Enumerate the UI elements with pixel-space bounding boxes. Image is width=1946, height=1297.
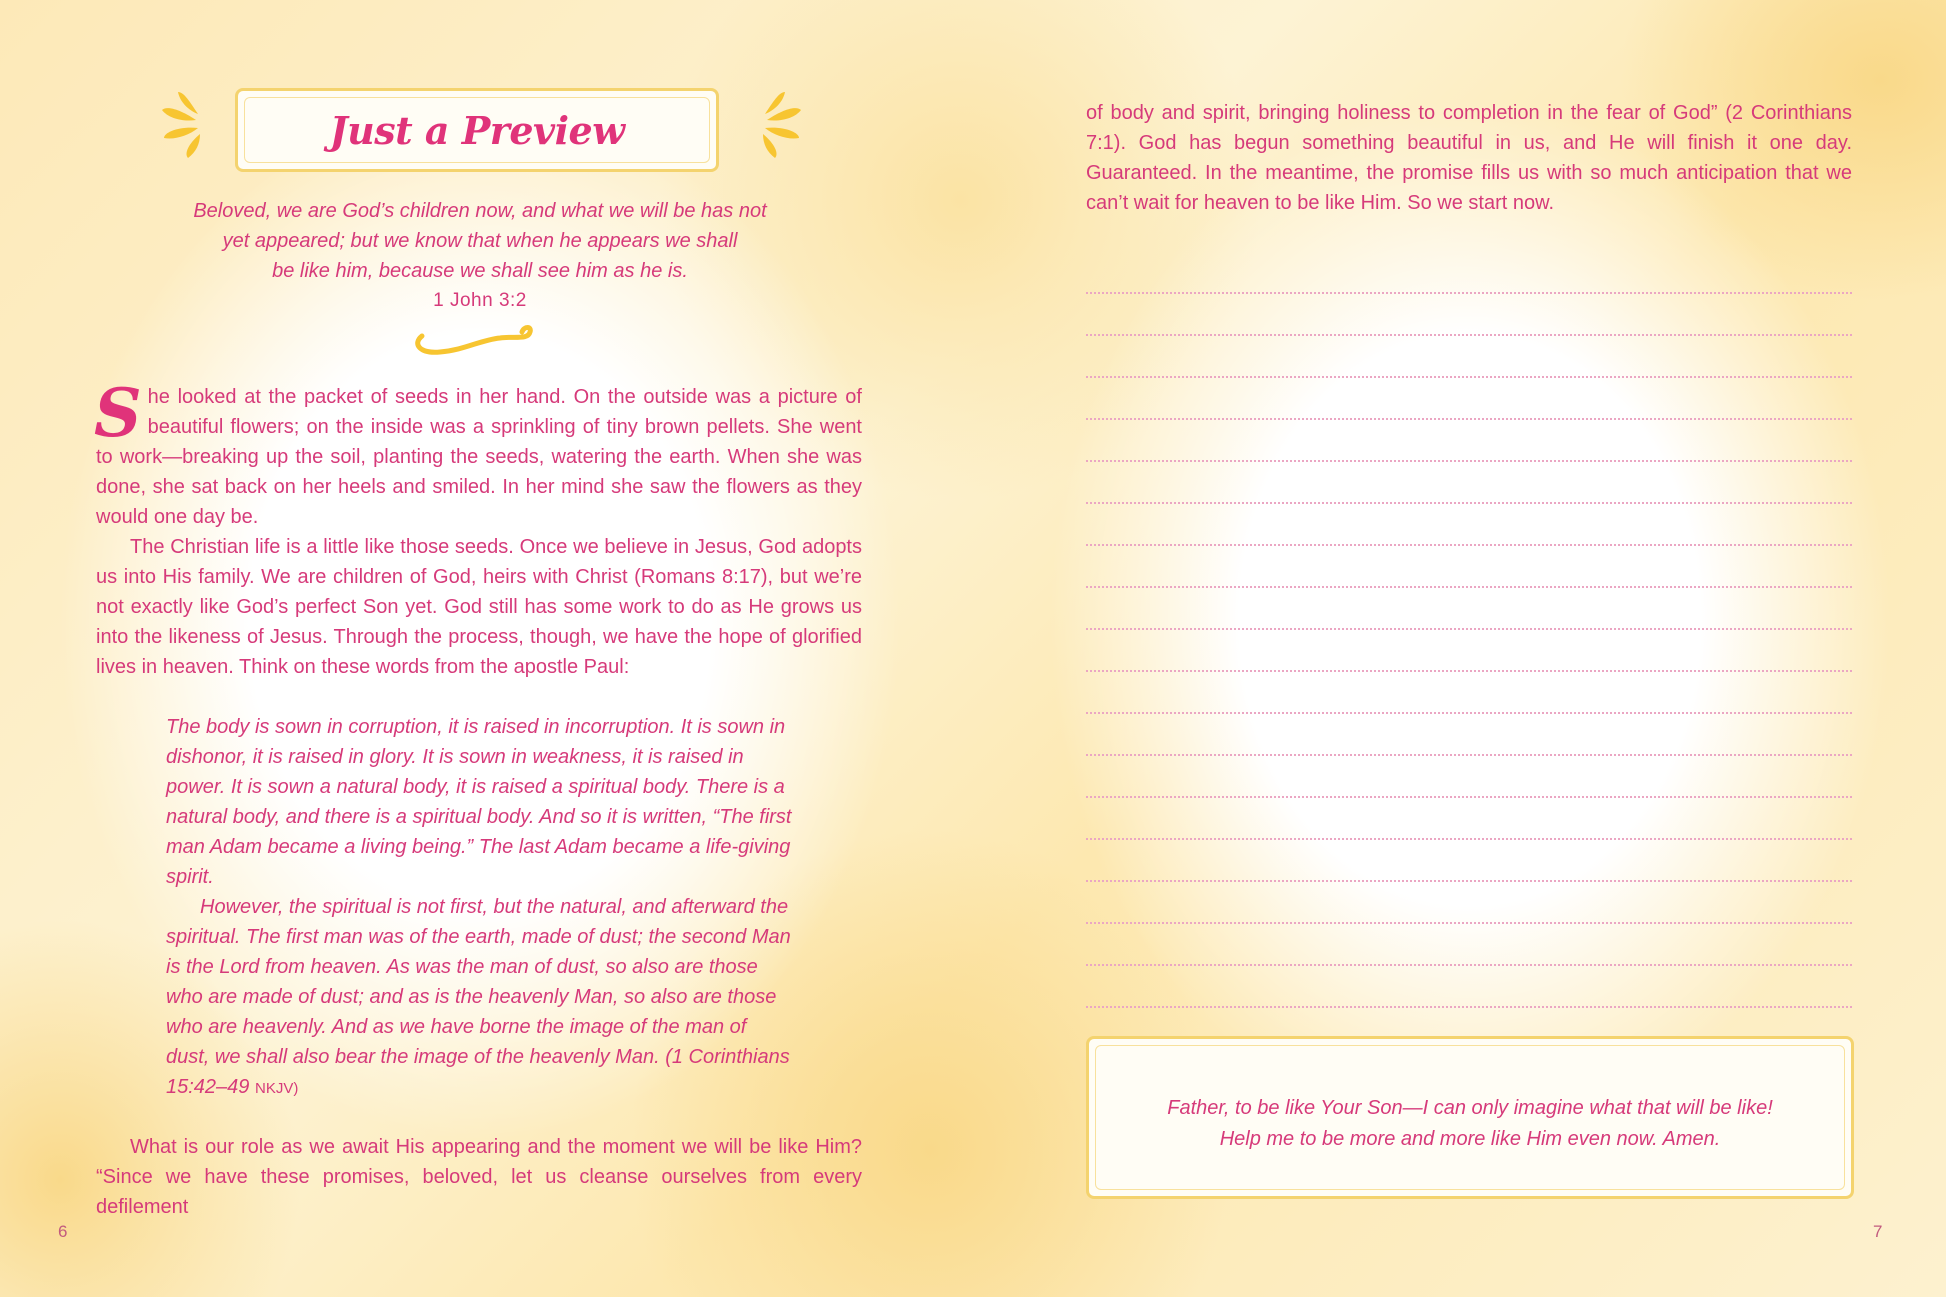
- journal-line[interactable]: [1086, 504, 1852, 546]
- journal-line[interactable]: [1086, 294, 1852, 336]
- page-title: Just a Preview: [329, 107, 625, 153]
- journal-line[interactable]: [1086, 840, 1852, 882]
- sunburst-left-icon: [158, 90, 218, 160]
- paragraph-1-text: he looked at the packet of seeds in her hand. On the outside was a picture of beautiful flowers; on the inside was a sprinkling of tiny brown pellets. She went to work—breaking up the soil, planting the seeds, watering the earth. When she was done, she sat back on her heels and smiled. In her mind she saw the flowers as they would one day be.: [96, 386, 862, 528]
- quote-version: NKJV): [254, 1080, 299, 1097]
- journal-line[interactable]: [1086, 882, 1852, 924]
- sunburst-right-icon: [745, 90, 805, 160]
- journal-line[interactable]: [1086, 756, 1852, 798]
- continuation-text: of body and spirit, bringing holiness to completion in the fear of God” (2 Corinthians 7:1). God has begun something beautiful in us, and He will finish it one day. Guaranteed. In the meantime, the promise fills us with so much anticipation that we can’t wait for heaven to be like Him. So we start now.: [1086, 102, 1852, 214]
- journal-line[interactable]: [1086, 252, 1852, 294]
- epigraph: [170, 196, 790, 316]
- prayer-line: Help me to be more and more like Him even now. Amen.: [1219, 1127, 1721, 1150]
- journal-line[interactable]: [1086, 420, 1852, 462]
- title-banner: [235, 88, 719, 172]
- paragraph-1: [94, 374, 862, 532]
- epigraph-reference: 1 John 3:2: [433, 290, 527, 311]
- block-quote: [166, 712, 792, 1104]
- page-number-right: 7: [1873, 1222, 1883, 1241]
- quote-paragraph-2-text: However, the spiritual is not first, but the natural, and afterward the spiritual. The first man was of the earth, made of dust; the second Man is the Lord from heaven. As was the man of dust, so also are those who are made of dust; and as is the heavenly Man, so also are those who are heavenly. And as we have borne the image of the man of dust, we shall also bear the image of the heavenly Man.: [166, 896, 791, 1068]
- epigraph-line: be like him, because we shall see him as he is.: [272, 260, 688, 282]
- prayer-line: Father, to be like Your Son—I can only imagine what that will be like!: [1167, 1096, 1773, 1119]
- journal-line[interactable]: [1086, 966, 1852, 1008]
- epigraph-line: yet appeared; but we know that when he appears we shall: [222, 230, 738, 252]
- journal-line[interactable]: [1086, 630, 1852, 672]
- epigraph-line: Beloved, we are God’s children now, and what we will be has not: [193, 200, 767, 222]
- journal-line[interactable]: [1086, 672, 1852, 714]
- prayer-text: [1167, 1093, 1773, 1155]
- journal-line[interactable]: [1086, 336, 1852, 378]
- body-text: [94, 374, 862, 682]
- journal-line[interactable]: [1086, 462, 1852, 504]
- journal-line[interactable]: [1086, 798, 1852, 840]
- paragraph-3: What is our role as we await His appearing and the moment we will be like Him? “Since we have these promises, beloved, let us cleanse ourselves from every defilement: [96, 1136, 862, 1218]
- quote-paragraph-2: [166, 892, 792, 1104]
- quote-paragraph-1: The body is sown in corruption, it is raised in incorruption. It is sown in dishonor, it is raised in glory. It is sown in weakness, it is raised in power. It is sown a natural body, it is raised a spiritual body. There is a natural body, and there is a spiritual body. And so it is written, “The first man Adam became a living being.” The last Adam became a life-giving spirit.: [166, 716, 792, 888]
- journal-line[interactable]: [1086, 588, 1852, 630]
- squiggle-divider-icon: [410, 322, 540, 358]
- prayer-box: [1086, 1036, 1854, 1199]
- journal-line[interactable]: [1086, 378, 1852, 420]
- journal-lines: [1086, 252, 1852, 1008]
- drop-cap: S: [94, 374, 142, 452]
- journal-line[interactable]: [1086, 924, 1852, 966]
- page-number-left: 6: [58, 1222, 68, 1241]
- quote-citation: (1 Corinthians 15:42–49: [166, 1046, 790, 1098]
- journal-line[interactable]: [1086, 546, 1852, 588]
- paragraph-2: The Christian life is a little like those seeds. Once we believe in Jesus, God adopts us into His family. We are children of God, heirs with Christ (Romans 8:17), but we’re not exactly like God’s perfect Son yet. God still has some work to do as He grows us into the likeness of Jesus. Through the process, though, we have the hope of glorified lives in heaven. Think on these words from the apostle Paul:: [96, 536, 862, 678]
- right-page: [973, 0, 1946, 1297]
- closing-text: [96, 1132, 862, 1222]
- journal-line[interactable]: [1086, 714, 1852, 756]
